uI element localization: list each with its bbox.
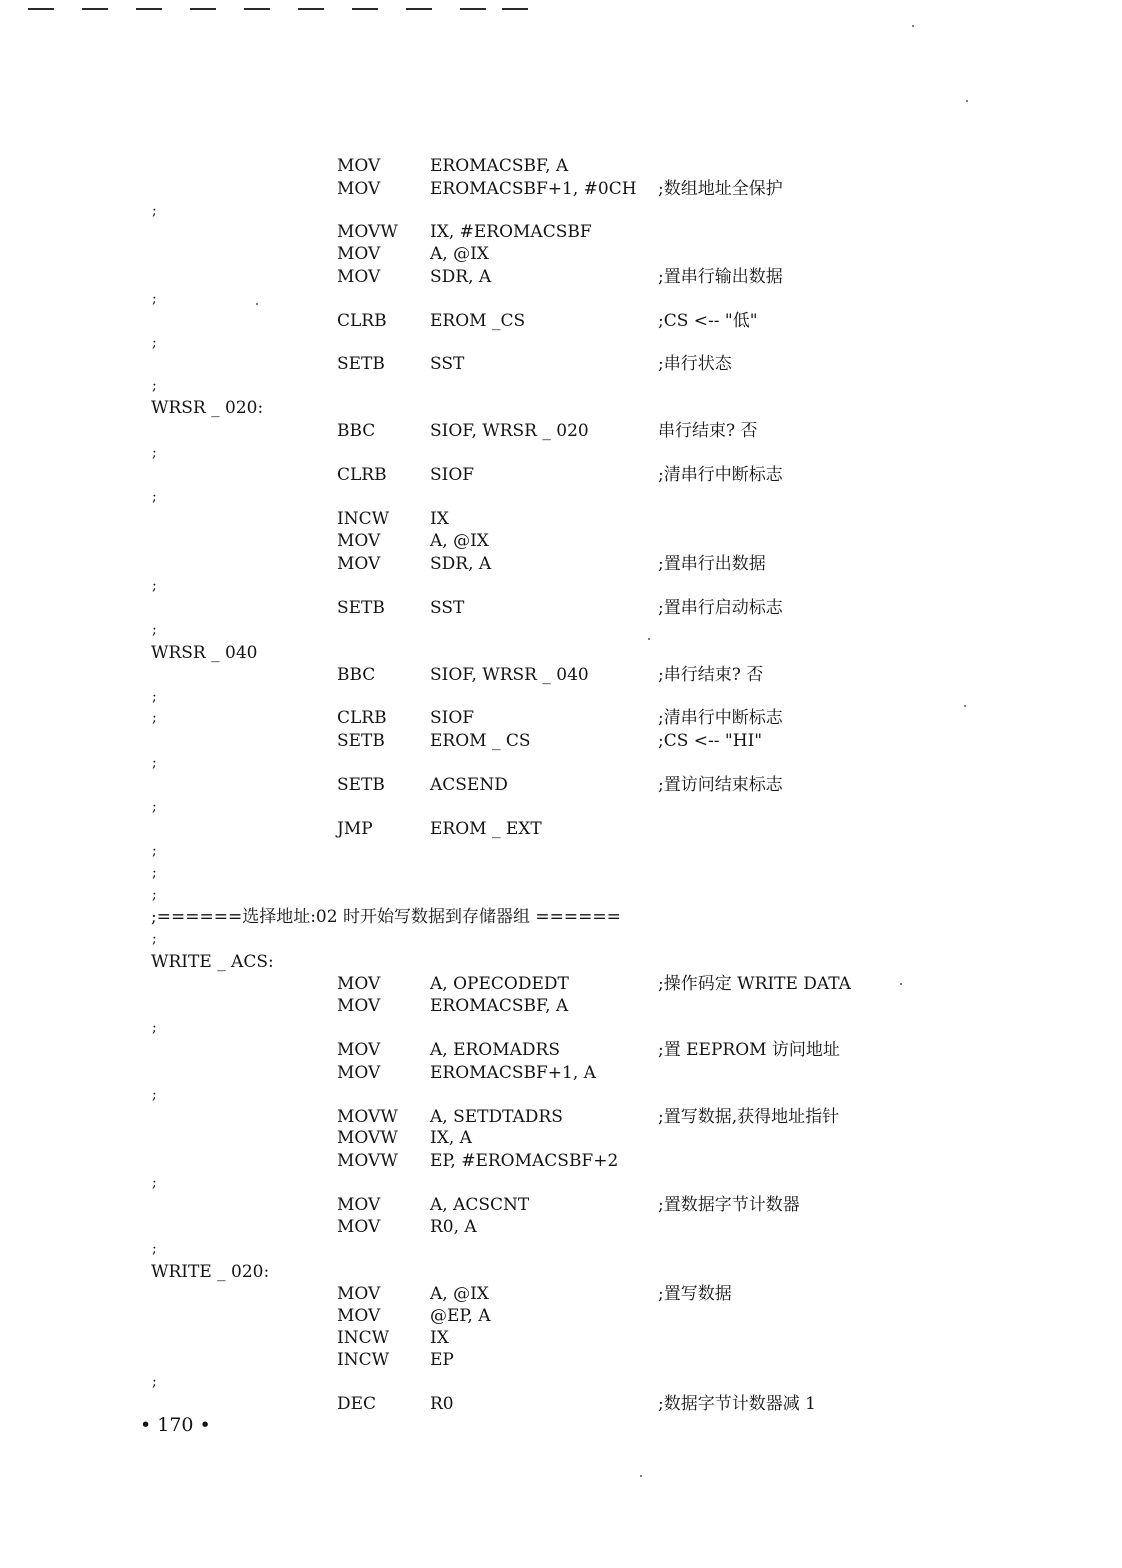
comment: ;数组地址全保护 — [658, 179, 783, 199]
operand: SDR, A — [430, 267, 492, 287]
listing-line — [0, 1150, 1122, 1172]
mnemonic: MOVW — [337, 1128, 398, 1148]
listing-line — [0, 1238, 1122, 1260]
comment-separator: ; — [152, 843, 157, 859]
operand: EROMACSBF, A — [430, 996, 569, 1016]
mnemonic: MOV — [337, 156, 381, 176]
comment: ;CS <-- "低" — [658, 311, 758, 331]
comment-separator: ; — [152, 489, 157, 505]
operand: R0, A — [430, 1217, 477, 1237]
operand: SDR, A — [430, 554, 492, 574]
operand: EROM _ EXT — [430, 819, 542, 839]
page-number: • 170 • — [140, 1414, 211, 1436]
comment-separator: ; — [152, 378, 157, 394]
listing-line — [0, 642, 1122, 664]
comment-separator: ; — [152, 1087, 157, 1103]
mnemonic: MOV — [337, 1040, 381, 1060]
listing-line — [0, 862, 1122, 884]
listing-line — [0, 1172, 1122, 1194]
listing-line — [0, 530, 1122, 552]
listing-line — [0, 730, 1122, 752]
listing-line — [0, 1283, 1122, 1305]
mnemonic: MOV — [337, 179, 381, 199]
operand: EROMACSBF+1, A — [430, 1063, 596, 1083]
comment: ;串行状态 — [658, 354, 732, 374]
comment-separator: ; — [152, 755, 157, 771]
comment: ;置串行输出数据 — [658, 267, 783, 287]
operand: A, EROMADRS — [430, 1040, 560, 1060]
listing-line — [0, 619, 1122, 641]
listing-line — [0, 818, 1122, 840]
comment-separator: ; — [152, 1175, 157, 1191]
listing-line — [0, 1062, 1122, 1084]
listing-line — [0, 707, 1122, 729]
comment-separator: ; — [152, 578, 157, 594]
listing-line — [0, 1194, 1122, 1216]
listing-line — [0, 397, 1122, 419]
listing-line — [0, 597, 1122, 619]
operand: IX, A — [430, 1128, 472, 1148]
mnemonic: MOV — [337, 531, 381, 551]
mnemonic: MOV — [337, 1195, 381, 1215]
listing-line — [0, 796, 1122, 818]
mnemonic: CLRB — [337, 311, 387, 331]
comment: 串行结束? 否 — [658, 421, 758, 441]
mnemonic: CLRB — [337, 708, 387, 728]
listing-line — [0, 774, 1122, 796]
listing-line — [0, 1327, 1122, 1349]
listing-line — [0, 1106, 1122, 1128]
listing-line — [0, 906, 1122, 928]
comment-separator: ; — [152, 203, 157, 219]
comment: ;置访问结束标志 — [658, 775, 783, 795]
code-label: WRITE _ ACS: — [151, 952, 274, 972]
operand: IX — [430, 1328, 449, 1348]
scan-speck — [900, 983, 902, 985]
mnemonic: MOV — [337, 1063, 381, 1083]
listing-line — [0, 243, 1122, 265]
operand: SST — [430, 354, 465, 374]
operand: SST — [430, 598, 465, 618]
listing-line — [0, 420, 1122, 442]
operand: A, @IX — [430, 244, 489, 264]
mnemonic: BBC — [337, 665, 376, 685]
mnemonic: MOV — [337, 1284, 381, 1304]
operand: ACSEND — [430, 775, 508, 795]
mnemonic: SETB — [337, 731, 385, 751]
operand: EP — [430, 1350, 454, 1370]
comment-separator: ; — [152, 1241, 157, 1257]
listing-line — [0, 951, 1122, 973]
mnemonic: SETB — [337, 598, 385, 618]
operand: EROMACSBF, A — [430, 156, 569, 176]
operand: SIOF, WRSR _ 020 — [430, 421, 589, 441]
listing-line — [0, 928, 1122, 950]
operand: IX — [430, 509, 449, 529]
comment-separator: ; — [152, 710, 157, 726]
mnemonic: SETB — [337, 354, 385, 374]
operand: EP, #EROMACSBF+2 — [430, 1151, 619, 1171]
operand: EROMACSBF+1, #0CH — [430, 179, 637, 199]
scan-speck — [964, 705, 966, 707]
mnemonic: MOVW — [337, 1107, 398, 1127]
code-label: WRSR _ 040 — [151, 643, 258, 663]
listing-line — [0, 486, 1122, 508]
comment-separator: ; — [152, 799, 157, 815]
listing-line — [0, 353, 1122, 375]
operand: IX, #EROMACSBF — [430, 222, 592, 242]
listing-line — [0, 686, 1122, 708]
mnemonic: MOV — [337, 244, 381, 264]
listing-line — [0, 884, 1122, 906]
listing-line — [0, 1393, 1122, 1415]
comment-separator: ; — [152, 622, 157, 638]
listing-line — [0, 332, 1122, 354]
listing-line — [0, 1305, 1122, 1327]
listing-line — [0, 266, 1122, 288]
listing-line — [0, 1017, 1122, 1039]
comment-separator: ; — [152, 335, 157, 351]
comment: ;CS <-- "HI" — [658, 731, 763, 751]
comment: ;串行结束? 否 — [658, 665, 764, 685]
operand: SIOF — [430, 708, 475, 728]
mnemonic: JMP — [337, 819, 373, 839]
comment: ;置串行启动标志 — [658, 598, 783, 618]
comment-separator: ; — [152, 445, 157, 461]
operand: EROM _CS — [430, 311, 526, 331]
listing-line — [0, 1039, 1122, 1061]
operand: @EP, A — [430, 1306, 491, 1326]
mnemonic: MOV — [337, 554, 381, 574]
comment: ;清串行中断标志 — [658, 708, 783, 728]
code-label: WRSR _ 020: — [151, 398, 264, 418]
mnemonic: MOVW — [337, 1151, 398, 1171]
operand: SIOF, WRSR _ 040 — [430, 665, 589, 685]
listing-line — [0, 310, 1122, 332]
mnemonic: BBC — [337, 421, 376, 441]
comment: ;置数据字节计数器 — [658, 1195, 800, 1215]
comment: ;数据字节计数器减 1 — [658, 1394, 816, 1414]
operand: A, @IX — [430, 531, 489, 551]
mnemonic: INCW — [337, 1350, 390, 1370]
comment-separator: ; — [152, 689, 157, 705]
listing-line — [0, 508, 1122, 530]
mnemonic: MOV — [337, 1306, 381, 1326]
scan-speck — [966, 100, 968, 102]
comment-separator: ; — [152, 865, 157, 881]
listing-line — [0, 1371, 1122, 1393]
scan-speck — [648, 638, 650, 640]
listing-line — [0, 752, 1122, 774]
mnemonic: INCW — [337, 1328, 390, 1348]
listing-line — [0, 575, 1122, 597]
comment-separator: ; — [152, 887, 157, 903]
listing-line — [0, 442, 1122, 464]
mnemonic: MOVW — [337, 222, 398, 242]
listing-line — [0, 1127, 1122, 1149]
listing-line — [0, 973, 1122, 995]
listing-line — [0, 200, 1122, 222]
listing-line — [0, 464, 1122, 486]
scan-speck — [912, 25, 914, 27]
listing-line — [0, 288, 1122, 310]
scan-speck — [640, 1475, 642, 1477]
comment-separator: ; — [152, 931, 157, 947]
operand: A, OPECODEDT — [430, 974, 569, 994]
listing-line — [0, 840, 1122, 862]
operand: A, SETDTADRS — [430, 1107, 563, 1127]
mnemonic: CLRB — [337, 465, 387, 485]
comment: ;置写数据 — [658, 1284, 732, 1304]
section-separator: ;======选择地址:02 时开始写数据到存储器组 ====== — [151, 907, 621, 927]
listing-line — [0, 664, 1122, 686]
comment: ;操作码定 WRITE DATA — [658, 974, 851, 994]
operand: SIOF — [430, 465, 475, 485]
operand: R0 — [430, 1394, 454, 1414]
operand: EROM _ CS — [430, 731, 531, 751]
code-label: WRITE _ 020: — [151, 1262, 270, 1282]
mnemonic: MOV — [337, 267, 381, 287]
comment: ;清串行中断标志 — [658, 465, 783, 485]
comment: ;置 EEPROM 访问地址 — [658, 1040, 840, 1060]
mnemonic: INCW — [337, 509, 390, 529]
listing-line — [0, 1084, 1122, 1106]
mnemonic: SETB — [337, 775, 385, 795]
mnemonic: DEC — [337, 1394, 377, 1414]
operand: A, ACSCNT — [430, 1195, 530, 1215]
comment: ;置串行出数据 — [658, 554, 766, 574]
top-dash-rule — [28, 8, 528, 14]
mnemonic: MOV — [337, 996, 381, 1016]
scan-speck — [256, 303, 258, 305]
comment-separator: ; — [152, 1020, 157, 1036]
comment-separator: ; — [152, 291, 157, 307]
listing-line — [0, 995, 1122, 1017]
comment-separator: ; — [152, 1374, 157, 1390]
listing-line — [0, 1349, 1122, 1371]
listing-line — [0, 375, 1122, 397]
comment: ;置写数据,获得地址指针 — [658, 1107, 840, 1127]
listing-line — [0, 1261, 1122, 1283]
listing-line — [0, 1216, 1122, 1238]
operand: A, @IX — [430, 1284, 489, 1304]
listing-line — [0, 155, 1122, 177]
listing-line — [0, 178, 1122, 200]
mnemonic: MOV — [337, 1217, 381, 1237]
listing-line — [0, 221, 1122, 243]
mnemonic: MOV — [337, 974, 381, 994]
listing-line — [0, 553, 1122, 575]
